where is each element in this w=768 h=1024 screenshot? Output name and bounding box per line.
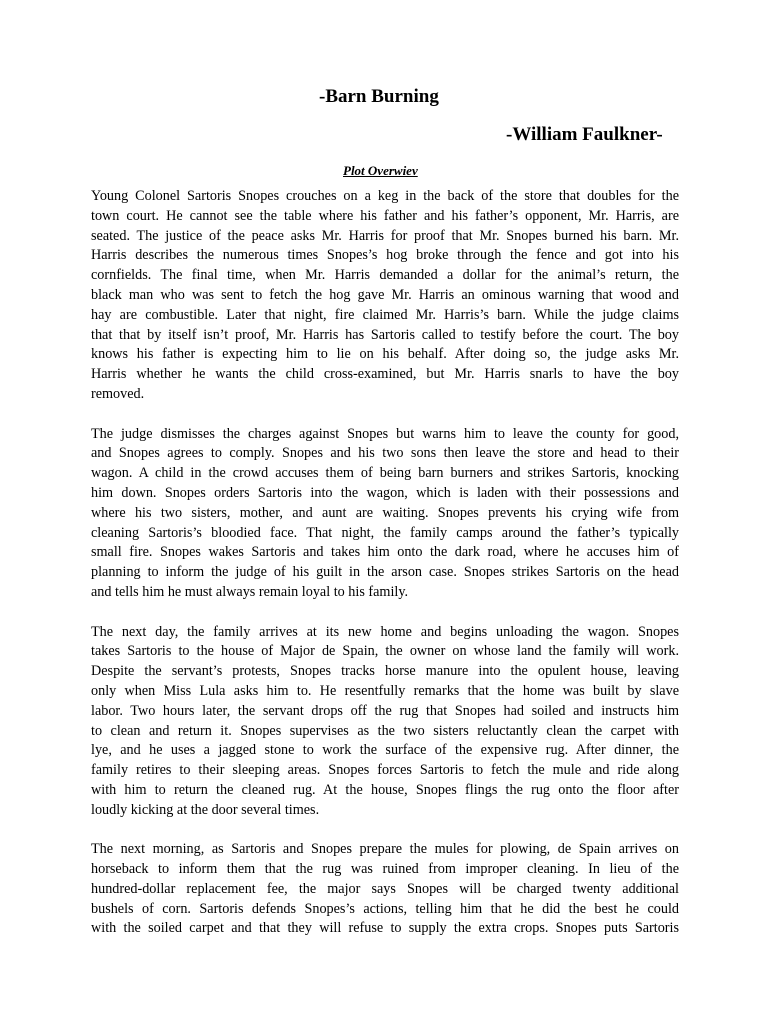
text-line: where his two sisters, mother, and aunt are waiting. Snopes prevents his crying wife from <box>91 504 679 521</box>
text-line: cornfields. The final time, when Mr. Harris demanded a dollar for the animal’s return, the <box>91 267 679 284</box>
text-line: only when Miss Lula asks him to. He resentfully remarks that the home was built by slave <box>91 682 679 699</box>
text-line: horseback to inform them that the rug was ruined from improper cleaning. In lieu of the <box>91 861 679 878</box>
text-line: The next morning, as Sartoris and Snopes prepare the mules for plowing, de Spain arrives on <box>91 841 679 858</box>
text-line: wagon. A child in the crowd accuses them of being barn burners and strikes Sartoris, knocking <box>91 465 679 482</box>
text-line: Harris describes the numerous times Snopes’s hog broke through the fence and got into his <box>91 247 679 264</box>
document-title: -Barn Burning <box>319 86 439 107</box>
paragraph <box>91 840 679 939</box>
text-line: and tells him he must always remain loyal to his family. <box>91 583 409 600</box>
body-text <box>91 187 679 959</box>
paragraph <box>91 187 679 405</box>
document-author: -William Faulkner- <box>506 124 663 145</box>
text-line: lye, and he uses a jagged stone to work the surface of the expensive rug. After dinner, the <box>91 742 679 759</box>
text-line: bushels of corn. Sartoris defends Snopes’s actions, telling him that he did the best he could <box>91 900 679 917</box>
text-line: removed. <box>91 385 145 402</box>
text-line: black man who was sent to fetch the hog gave Mr. Harris an ominous warning that wood and <box>91 286 679 303</box>
paragraph <box>91 425 679 603</box>
text-line: Despite the servant’s protests, Snopes tracks horse manure into the opulent house, leaving <box>91 663 679 680</box>
text-line: knows his father is expecting him to lie on his behalf. After doing so, the judge asks Mr. <box>91 346 679 363</box>
text-line: and Snopes agrees to comply. Snopes and his two sons then leave the store and head to their <box>91 445 679 462</box>
text-line: with the soiled carpet and that they will refuse to supply the extra crops. Snopes puts Sartoris <box>91 920 679 937</box>
text-line: with him to return the cleaned rug. At the house, Snopes flings the rug onto the floor after <box>91 781 679 798</box>
text-line: cleaning Sartoris’s bloodied face. That night, the family camps around the father’s typically <box>91 524 679 541</box>
text-line: that that by itself isn’t proof, Mr. Harris has Sartoris called to testify before the court. The boy <box>91 326 679 343</box>
text-line: to clean and return it. Snopes supervises as the two sisters reluctantly clean the carpet with <box>91 722 679 739</box>
text-line: small fire. Snopes wakes Sartoris and takes him onto the dark road, where he accuses him of <box>91 544 679 561</box>
text-line: labor. Two hours later, the servant drops off the rug that Snopes had soiled and instructs him <box>91 702 679 719</box>
text-line: Young Colonel Sartoris Snopes crouches on a keg in the back of the store that doubles for the <box>91 188 679 204</box>
text-line: Harris whether he wants the child cross-examined, but Mr. Harris snarls to have the boy <box>91 366 679 383</box>
text-line: town court. He cannot see the table where his father and his father’s opponent, Mr. Harris, are <box>91 207 679 224</box>
text-line: family retires to their sleeping areas. Snopes forces Sartoris to fetch the mule and ride along <box>91 762 679 779</box>
text-line: The judge dismisses the charges against Snopes but warns him to leave the county for good, <box>91 425 679 442</box>
section-heading: Plot Overwiev <box>343 163 418 178</box>
text-line: seated. The justice of the peace asks Mr. Harris for proof that Mr. Snopes burned his barn. Mr. <box>91 227 679 244</box>
paragraph <box>91 623 679 821</box>
text-line: hundred-dollar replacement fee, the major says Snopes will be charged twenty additional <box>91 880 679 897</box>
text-line: hay are combustible. Later that night, fire claimed Mr. Harris’s barn. While the judge claims <box>91 306 679 323</box>
text-line: him down. Snopes orders Sartoris into the wagon, which is laden with their possessions and <box>91 484 679 501</box>
text-line: takes Sartoris to the house of Major de Spain, the owner on whose land the family will work. <box>91 643 679 660</box>
text-line: planning to inform the judge of his guilt in the arson case. Snopes strikes Sartoris on the head <box>91 564 679 581</box>
text-line: loudly kicking at the door several times. <box>91 801 320 818</box>
text-line: The next day, the family arrives at its new home and begins unloading the wagon. Snopes <box>91 623 679 640</box>
